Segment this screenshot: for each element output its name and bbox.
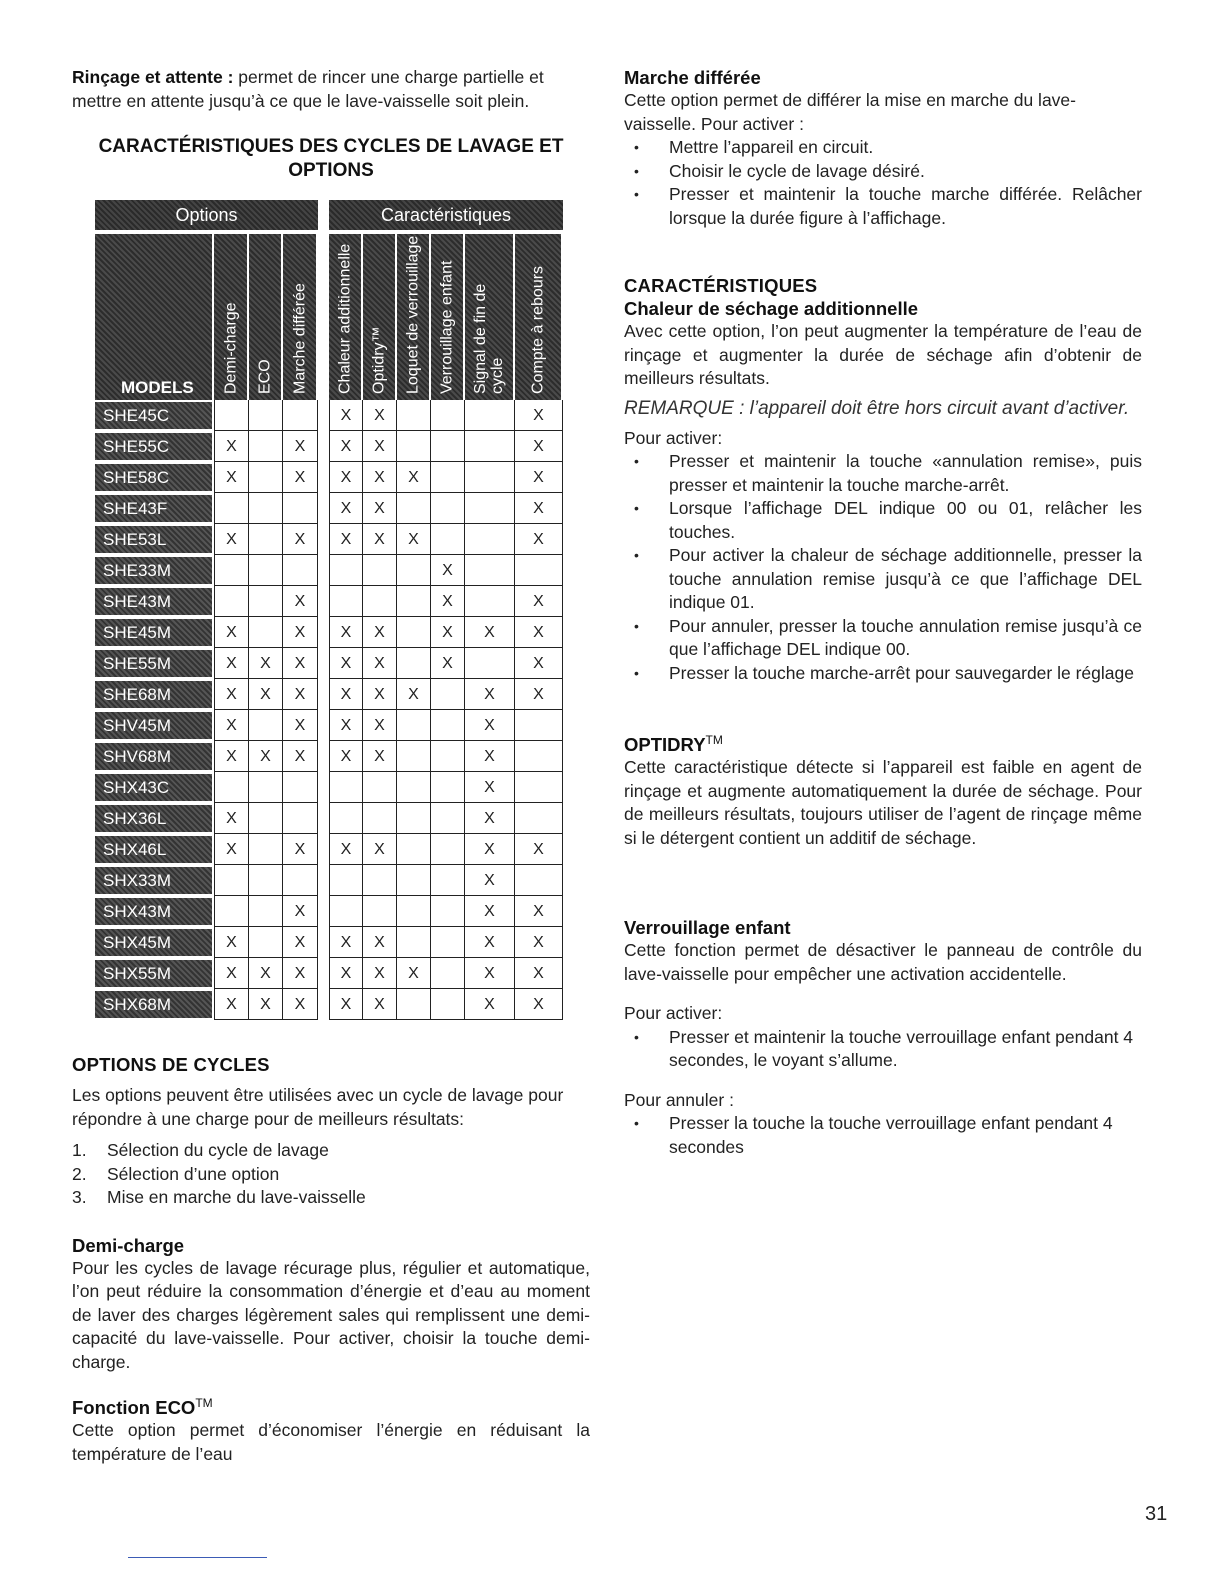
feature-cell: X — [363, 834, 397, 865]
option-cell — [249, 524, 283, 555]
feature-cell: X — [515, 493, 563, 524]
feature-cell: X — [431, 617, 465, 648]
option-cell — [249, 462, 283, 493]
option-cell — [214, 896, 249, 927]
model-cell: SHE55C — [95, 433, 212, 460]
option-cell: X — [283, 958, 318, 989]
model-cell: SHE43M — [95, 588, 212, 615]
verrouillage-heading: Verrouillage enfant — [624, 917, 791, 939]
feature-cell — [363, 586, 397, 617]
verrouillage-activate-label: Pour activer: — [624, 1003, 723, 1024]
left-lower — [72, 1053, 590, 1466]
demi-charge-heading: Demi-charge — [72, 1234, 185, 1256]
model-cell: SHX33M — [95, 867, 212, 894]
table-row — [95, 772, 563, 803]
remarque-note: REMARQUE : l’appareil doit être hors circuit avant d’activer. — [624, 397, 1130, 419]
model-cell: SHE43F — [95, 495, 212, 522]
feature-column-header: Signal de fin de cycle — [465, 234, 513, 400]
table-row — [95, 741, 563, 772]
table-row — [95, 617, 563, 648]
feature-cell: X — [515, 679, 563, 710]
option-cell: X — [283, 834, 318, 865]
option-cell — [283, 803, 318, 834]
eco-heading: Fonction ECO™ — [72, 1396, 213, 1419]
option-cell — [249, 710, 283, 741]
option-cell: X — [249, 679, 283, 710]
feature-cell — [397, 803, 431, 834]
feature-cell: X — [465, 772, 515, 803]
option-cell — [249, 400, 283, 431]
model-cell: SHE45C — [95, 402, 212, 429]
feature-cell — [431, 989, 465, 1020]
feature-cell — [397, 648, 431, 679]
feature-cell: X — [397, 524, 431, 555]
option-cell — [283, 772, 318, 803]
feature-cell — [397, 772, 431, 803]
feature-cell — [515, 865, 563, 896]
option-cell: X — [283, 524, 318, 555]
option-cell: X — [283, 896, 318, 927]
option-cell — [214, 586, 249, 617]
option-cell — [214, 865, 249, 896]
option-cell — [249, 586, 283, 617]
option-cell — [283, 865, 318, 896]
feature-cell: X — [465, 989, 515, 1020]
feature-cell — [397, 431, 431, 462]
table-row — [95, 803, 563, 834]
feature-cell — [329, 772, 363, 803]
feature-cell: X — [329, 400, 363, 431]
model-cell: SHE45M — [95, 619, 212, 646]
table-row — [95, 431, 563, 462]
feature-cell: X — [363, 400, 397, 431]
feature-cell: X — [515, 834, 563, 865]
feature-cell — [465, 462, 515, 493]
feature-cell — [465, 493, 515, 524]
table-row — [95, 896, 563, 927]
feature-cell: X — [363, 493, 397, 524]
model-cell: SHX43M — [95, 898, 212, 925]
feature-column-header: Optidry™ — [363, 234, 395, 400]
model-cell: SHX55M — [95, 960, 212, 987]
feature-cell — [431, 431, 465, 462]
feature-cell — [465, 648, 515, 679]
option-cell: X — [249, 958, 283, 989]
page-number: 31 — [1145, 1503, 1168, 1525]
model-cell: SHX45M — [95, 929, 212, 956]
features-table — [95, 200, 563, 1022]
feature-cell — [431, 865, 465, 896]
option-cell: X — [283, 617, 318, 648]
right-column — [624, 66, 1142, 1159]
feature-cell — [515, 741, 563, 772]
option-cell: X — [283, 710, 318, 741]
feature-cell: X — [329, 462, 363, 493]
option-cell: X — [283, 431, 318, 462]
table-row — [95, 958, 563, 989]
option-cell — [249, 617, 283, 648]
option-cell: X — [283, 648, 318, 679]
feature-cell: X — [465, 617, 515, 648]
feature-cell: X — [363, 989, 397, 1020]
feature-cell: X — [363, 710, 397, 741]
table-row — [95, 555, 563, 586]
feature-cell: X — [363, 431, 397, 462]
footer-divider — [128, 1557, 267, 1558]
table-row — [95, 865, 563, 896]
feature-cell — [397, 400, 431, 431]
option-cell — [214, 493, 249, 524]
feature-cell: X — [431, 648, 465, 679]
feature-cell — [431, 927, 465, 958]
feature-cell: X — [363, 524, 397, 555]
table-row — [95, 710, 563, 741]
option-cell: X — [214, 927, 249, 958]
feature-cell — [431, 524, 465, 555]
feature-cell: X — [363, 679, 397, 710]
feature-cell: X — [465, 710, 515, 741]
feature-cell: X — [329, 927, 363, 958]
feature-cell — [397, 927, 431, 958]
rincage-term: Rinçage et attente : — [72, 67, 234, 87]
table-row — [95, 462, 563, 493]
chaleur-activate-label: Pour activer: — [624, 427, 723, 448]
option-cell: X — [214, 710, 249, 741]
feature-cell — [363, 772, 397, 803]
feature-cell — [363, 555, 397, 586]
feature-cell — [431, 958, 465, 989]
list-item: • Presser et maintenir la touche marche différée. Relâcher lorsque la durée figure à l’affichage. — [624, 183, 1142, 230]
model-cell: SHX68M — [95, 991, 212, 1018]
feature-cell — [397, 989, 431, 1020]
feature-cell: X — [465, 834, 515, 865]
feature-cell — [363, 896, 397, 927]
feature-cell — [397, 586, 431, 617]
feature-cell: X — [329, 648, 363, 679]
feature-cell: X — [465, 896, 515, 927]
table-row — [95, 679, 563, 710]
rincage-paragraph — [72, 66, 590, 113]
feature-cell: X — [465, 741, 515, 772]
option-cell — [214, 772, 249, 803]
feature-cell: X — [329, 958, 363, 989]
feature-cell: X — [515, 896, 563, 927]
option-cell — [249, 803, 283, 834]
table-row — [95, 586, 563, 617]
option-cell — [249, 834, 283, 865]
optidry-text: Cette caractéristique détecte si l’appareil est faible en agent de rinçage et augmente automatiquement la durée de séchage. Pour de meilleurs résultats, toujours utiliser de l’agent de rinçage même si le détergent contient un additif de séchage. — [624, 757, 1142, 848]
feature-cell — [397, 865, 431, 896]
chaleur-list — [624, 450, 1142, 685]
option-cell: X — [214, 648, 249, 679]
option-cell: X — [214, 617, 249, 648]
feature-cell — [465, 586, 515, 617]
option-cell: X — [214, 679, 249, 710]
feature-cell: X — [515, 586, 563, 617]
demi-charge-text: Pour les cycles de lavage récurage plus, régulier et automatique, l’on peut réduire la consommation d’énergie et d’eau au moment de laver des charges légèrement sales qui remplissent une demi-capacité du lave-vaisselle. Pour activer, choisir la touche demi-charge. — [72, 1257, 590, 1372]
feature-cell: X — [515, 927, 563, 958]
options-header: Options — [95, 200, 318, 230]
option-cell: X — [283, 462, 318, 493]
chaleur-text: Avec cette option, l’on peut augmenter la température de l’eau de rinçage et augmenter la durée de séchage afin d’obtenir de meilleurs résultats. — [624, 321, 1142, 388]
marche-differee-text: Cette option permet de différer la mise en marche du lave-vaisselle. Pour activer : — [624, 90, 1076, 134]
option-cell: X — [214, 803, 249, 834]
feature-cell — [431, 803, 465, 834]
feature-cell — [431, 462, 465, 493]
option-cell — [249, 431, 283, 462]
feature-cell — [397, 617, 431, 648]
feature-cell: X — [363, 462, 397, 493]
option-cell: X — [283, 741, 318, 772]
feature-column-header: Compte à rebours — [515, 234, 561, 400]
feature-cell — [397, 834, 431, 865]
feature-cell: X — [363, 648, 397, 679]
feature-cell: X — [329, 989, 363, 1020]
feature-cell — [329, 896, 363, 927]
feature-cell: X — [329, 431, 363, 462]
feature-cell — [397, 896, 431, 927]
models-header: MODELS — [121, 378, 194, 397]
table-row — [95, 493, 563, 524]
feature-cell: X — [329, 710, 363, 741]
feature-cell — [515, 710, 563, 741]
feature-cell: X — [363, 927, 397, 958]
feature-cell: X — [329, 617, 363, 648]
marche-differee-heading: Marche différée — [624, 67, 761, 88]
option-cell: X — [249, 648, 283, 679]
feature-cell: X — [515, 958, 563, 989]
feature-cell: X — [515, 617, 563, 648]
option-cell: X — [283, 679, 318, 710]
models-header-cell — [95, 234, 212, 400]
option-cell — [283, 493, 318, 524]
feature-cell — [397, 710, 431, 741]
feature-cell — [515, 772, 563, 803]
feature-cell: X — [465, 927, 515, 958]
feature-cell — [515, 803, 563, 834]
feature-cell — [431, 741, 465, 772]
feature-cell — [431, 493, 465, 524]
feature-cell: X — [397, 462, 431, 493]
table-row — [95, 400, 563, 431]
feature-cell — [431, 772, 465, 803]
feature-cell — [329, 865, 363, 896]
table-row — [95, 524, 563, 555]
list-item: • Presser et maintenir la touche verrouillage enfant pendant 4 secondes, le voyant s’allume. — [624, 1026, 1142, 1073]
left-column — [72, 66, 590, 183]
model-cell: SHX36L — [95, 805, 212, 832]
table-row — [95, 834, 563, 865]
option-cell — [214, 555, 249, 586]
model-cell: SHE33M — [95, 557, 212, 584]
feature-cell: X — [329, 741, 363, 772]
feature-cell: X — [465, 865, 515, 896]
verrouillage-text: Cette fonction permet de désactiver le panneau de contrôle du lave-vaisselle pour empêcher une activation accidentelle. — [624, 940, 1142, 984]
feature-cell: X — [363, 617, 397, 648]
option-column-header: Demi-charge — [214, 234, 247, 400]
list-item: 2. Sélection d’une option — [72, 1163, 280, 1184]
model-cell: SHE53L — [95, 526, 212, 553]
feature-cell — [397, 555, 431, 586]
feature-cell — [431, 896, 465, 927]
marche-differee-list — [624, 136, 1142, 230]
list-item: • Presser et maintenir la touche «annulation remise», puis presser et maintenir la touche marche-arrêt. — [624, 450, 1142, 497]
feature-cell — [465, 555, 515, 586]
feature-column-header: Verrouillage enfant — [431, 234, 463, 400]
cycle-steps-list — [72, 1139, 590, 1210]
optidry-heading: OPTIDRY™ — [624, 733, 723, 756]
feature-cell: X — [515, 989, 563, 1020]
option-cell: X — [214, 524, 249, 555]
option-cell: X — [214, 834, 249, 865]
list-item: • Pour activer la chaleur de séchage additionnelle, presser la touche annulation remise jusqu’à ce que l’affichage DEL indique 01. — [624, 544, 1142, 615]
feature-cell — [397, 741, 431, 772]
feature-cell: X — [465, 679, 515, 710]
option-cell: X — [249, 741, 283, 772]
list-item: 3. Mise en marche du lave-vaisselle — [72, 1187, 366, 1207]
feature-cell — [431, 400, 465, 431]
feature-column-header: Loquet de verrouillage — [397, 234, 429, 400]
feature-cell — [363, 865, 397, 896]
feature-cell: X — [329, 834, 363, 865]
feature-cell — [329, 803, 363, 834]
option-cell — [249, 555, 283, 586]
verrouillage-cancel-label: Pour annuler : — [624, 1089, 734, 1110]
table-title: CARACTÉRISTIQUES DES CYCLES DE LAVAGE ET OPTIONS — [98, 136, 564, 181]
feature-cell: X — [515, 648, 563, 679]
feature-cell — [431, 679, 465, 710]
verrouillage-activate-list — [624, 1026, 1142, 1073]
model-cell: SHE58C — [95, 464, 212, 491]
options-cycles-text: Les options peuvent être utilisées avec un cycle de lavage pour répondre à une charge pour de meilleurs résultats: — [72, 1085, 564, 1129]
model-cell: SHV68M — [95, 743, 212, 770]
feature-column-header: Chaleur additionnelle — [329, 234, 361, 400]
option-column-header: ECO — [249, 234, 281, 400]
feature-cell — [465, 524, 515, 555]
rincage-text: permet de rincer une charge partielle et mettre en attente jusqu’à ce que le lave-vaisselle soit plein. — [72, 67, 544, 111]
option-cell: X — [214, 989, 249, 1020]
feature-cell: X — [363, 741, 397, 772]
feature-cell — [431, 710, 465, 741]
option-cell — [249, 772, 283, 803]
model-cell: SHE55M — [95, 650, 212, 677]
feature-cell: X — [329, 493, 363, 524]
option-cell — [283, 400, 318, 431]
list-item: • Presser la touche la touche verrouillage enfant pendant 4 secondes — [624, 1112, 1142, 1159]
feature-cell — [431, 834, 465, 865]
option-cell: X — [283, 927, 318, 958]
feature-cell: X — [515, 431, 563, 462]
options-cycles-heading: OPTIONS DE CYCLES — [72, 1054, 270, 1075]
list-item: • Choisir le cycle de lavage désiré. — [624, 160, 1142, 184]
feature-cell: X — [329, 679, 363, 710]
verrouillage-cancel-list — [624, 1112, 1142, 1159]
feature-cell: X — [431, 586, 465, 617]
feature-cell: X — [465, 958, 515, 989]
chaleur-heading: Chaleur de séchage additionnelle — [624, 298, 919, 319]
option-cell — [249, 865, 283, 896]
option-cell — [249, 493, 283, 524]
option-cell: X — [249, 989, 283, 1020]
option-cell: X — [283, 586, 318, 617]
option-cell — [214, 400, 249, 431]
feature-cell: X — [515, 400, 563, 431]
table-row — [95, 989, 563, 1020]
model-cell: SHX43C — [95, 774, 212, 801]
feature-cell: X — [397, 679, 431, 710]
feature-cell — [329, 555, 363, 586]
feature-cell: X — [329, 524, 363, 555]
option-cell: X — [214, 958, 249, 989]
model-cell: SHV45M — [95, 712, 212, 739]
features-header: Caractéristiques — [329, 200, 563, 230]
feature-cell: X — [515, 524, 563, 555]
option-cell: X — [283, 989, 318, 1020]
feature-cell — [465, 400, 515, 431]
eco-text: Cette option permet d’économiser l’énergie en réduisant la température de l’eau — [72, 1420, 590, 1464]
feature-cell — [515, 555, 563, 586]
model-cell: SHE68M — [95, 681, 212, 708]
option-column-header: Marche différée — [283, 234, 316, 400]
model-cell: SHX46L — [95, 836, 212, 863]
table-row — [95, 648, 563, 679]
option-cell — [249, 927, 283, 958]
feature-cell: X — [431, 555, 465, 586]
table-row — [95, 927, 563, 958]
option-cell — [283, 555, 318, 586]
list-item: • Presser la touche marche-arrêt pour sauvegarder le réglage — [624, 662, 1142, 686]
option-cell: X — [214, 741, 249, 772]
list-item: • Mettre l’appareil en circuit. — [624, 136, 1142, 160]
feature-cell — [465, 431, 515, 462]
feature-cell — [363, 803, 397, 834]
option-cell — [249, 896, 283, 927]
feature-cell: X — [363, 958, 397, 989]
list-item: 1. Sélection du cycle de lavage — [72, 1140, 329, 1160]
feature-cell — [397, 493, 431, 524]
list-item: • Pour annuler, presser la touche annulation remise jusqu’à ce que l’affichage DEL indique 00. — [624, 615, 1142, 662]
list-item: • Lorsque l’affichage DEL indique 00 ou 01, relâcher les touches. — [624, 497, 1142, 544]
feature-cell — [329, 586, 363, 617]
option-cell: X — [214, 431, 249, 462]
feature-cell: X — [465, 803, 515, 834]
feature-cell: X — [397, 958, 431, 989]
caracteristiques-heading: CARACTÉRISTIQUES — [624, 275, 818, 296]
feature-cell: X — [515, 462, 563, 493]
option-cell: X — [214, 462, 249, 493]
